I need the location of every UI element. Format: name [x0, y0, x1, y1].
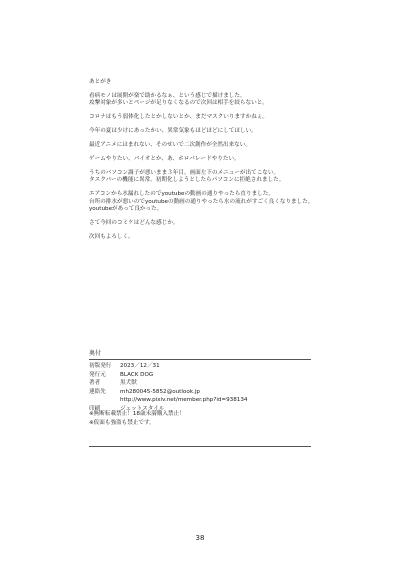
colophon-row — [89, 379, 329, 388]
colophon-key: 著者 — [89, 380, 101, 387]
colophon-value: 2023／12／31 — [120, 363, 160, 369]
colophon-top-rule — [89, 359, 311, 360]
afterword-line: エアコンから水漏れしたのでyoutubeの動画の通りやったら直りました。 — [89, 191, 274, 198]
colophon-row — [89, 388, 329, 397]
colophon-key: 発行元 — [89, 371, 106, 378]
afterword-line: コロナはもう弱体化したとかしないとか、まだマスクいりますかねぇ。 — [89, 114, 269, 121]
colophon-value: BLACK DOG — [120, 371, 154, 378]
afterword-line: さて今回のコミケはどんな感じか。 — [89, 219, 179, 226]
colophon-row — [89, 362, 329, 371]
colophon-value: ジェットスタイル — [120, 405, 165, 412]
afterword-line: タスクバーの機能に異常。初期化しようとしたらパソコンに拒絶されました。 — [89, 177, 285, 184]
afterword-title: あとがき — [89, 79, 112, 85]
colophon-title: 奥付 — [89, 350, 102, 357]
contact-email: mh280045-5852@outlook.jp — [120, 388, 200, 395]
afterword-line: 今年の夏は少けにあったかい、異常気象もほどほどにしてほしい。 — [89, 128, 257, 135]
colophon-rows — [89, 362, 329, 414]
colophon-key: 初版発行 — [89, 363, 112, 369]
afterword-line: うちのパソコン調子が悪いまま３年目。画面左下のメニューが出てこない。 — [89, 170, 280, 177]
afterword-line: ゲームやりたい、バイオとか、あ、ホロパレードやりたい。 — [89, 156, 240, 163]
afterword-line: 看病モノは展開が楽で助かるなぁ、という感じで描けました。 — [89, 93, 246, 99]
colophon-note: ※仮面も強盗も禁止です。 — [89, 419, 155, 426]
colophon-section — [89, 350, 329, 358]
colophon-bottom-rule — [89, 446, 311, 447]
colophon-note: ※無断転載禁止！18歳未満購入禁止！ — [89, 411, 185, 417]
colophon-value: 黒犬獣 — [120, 380, 137, 387]
contact-url: http://www.pixiv.net/member.php?id=938134 — [120, 397, 248, 404]
afterword-line: 台所の排水が悪いのでyoutubeの動画の通りやったら水の流れがすごく良くなりました。 — [89, 198, 314, 205]
colophon-key: 印刷 — [89, 405, 101, 412]
colophon-notes — [89, 410, 329, 427]
afterword-line: youtubeがあって良かった。 — [89, 205, 163, 212]
colophon-row — [89, 396, 329, 405]
afterword-line: 攻撃対象が多いとページが足りなくなるので次回は相手を絞らないと。 — [89, 100, 268, 107]
page-number: 38 — [195, 534, 205, 542]
afterword-section — [89, 79, 329, 241]
afterword-line: 次回もよろしく。 — [89, 233, 134, 240]
afterword-line: 最近アニメにはまれない、そのせいで二次創作が全然出来ない。 — [89, 142, 251, 149]
colophon-row — [89, 371, 329, 380]
colophon-key: 連絡先 — [89, 388, 106, 395]
colophon-key — [89, 396, 120, 405]
